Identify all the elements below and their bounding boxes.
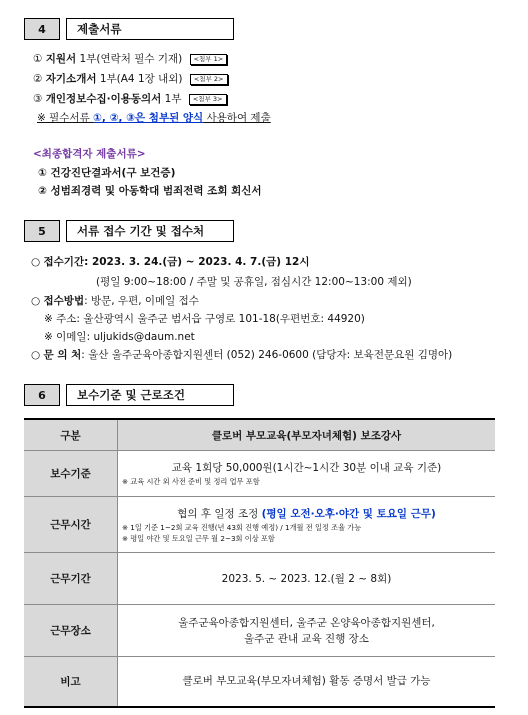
hours-main: 협의 후 일정 조정 (평일 오전·오후·야간 및 토요일 근무) [177,507,436,520]
section-title: 보수기준 및 근로조건 [66,384,234,406]
pay-note: ※ 교육 시간 외 사전 준비 및 정리 업무 포함 [122,477,260,486]
circle-bullet-icon: ○ [31,256,41,268]
row-label-hours: 근무시간 [24,497,118,553]
section-number: 4 [24,18,60,40]
period-note: (평일 9:00~18:00 / 주말 및 공휴일, 점심시간 12:00~13:00 제외) [96,276,412,288]
doc-name: 지원서 [45,53,77,65]
section-number: 6 [24,384,60,406]
section-title: 제출서류 [66,18,234,40]
inquiry-line: ○ 문 의 처: 울산 울주군육아종합지원센터 (052) 246-0600 (담당자: 보육전문요원 김명아) [31,349,453,361]
doc-item-1: ① 지원서 1부(연락처 필수 기재) <첨부 1> [33,51,227,66]
attachment-tag: <첨부 3> [189,94,227,105]
table-row [24,451,495,497]
place-line-1: 울주군육아종합지원센터, 울주군 온양육아종합지원센터, [178,616,435,629]
address-line: ※ 주소: 울산광역시 울주군 범서읍 구영로 101-18(우편번호: 44920) [44,313,365,325]
period-line: ○ 접수기간: 2023. 3. 24.(금) ~ 2023. 4. 7.(금) 12시 [31,256,310,268]
doc-item-2: ② 자기소개서 1부(A4 1장 내외) <첨부 2> [33,71,228,86]
row-label-pay: 보수기준 [24,451,118,497]
circle-bullet-icon: ○ [31,295,41,307]
row-label-place: 근무장소 [24,605,118,657]
remarks-value: 클로버 부모교육(부모자녀체험) 활동 증명서 발급 가능 [118,657,496,707]
required-docs-note: ※ 필수서류 ①, ②, ③은 첨부된 양식 사용하여 제출 [37,112,271,124]
doc-name: 자기소개서 [45,73,97,85]
header-category: 구분 [24,419,118,451]
method-line: ○ 접수방법: 방문, 우편, 이메일 접수 [31,295,199,307]
attachment-tag: <첨부 2> [190,74,228,85]
header-position: 클로버 부모교육(부모자녀체험) 보조강사 [118,419,496,451]
place-line-2: 울주군 관내 교육 진행 장소 [244,632,369,645]
attached-form-link[interactable]: ①, ②, ③은 첨부된 양식 [93,112,204,124]
table-row [24,657,495,707]
hours-note-1: ※ 1일 기준 1~2회 교육 진행(년 43회 진행 예정) / 1개월 전 일정 조율 가능 [122,522,362,532]
hours-note-2: ※ 평일 야간 및 토요일 근무 월 2~3회 이상 포함 [122,533,275,543]
row-label-period: 근무기간 [24,553,118,605]
final-doc-item-2: ② 성범죄경력 및 아동학대 범죄전력 조회 회신서 [38,185,262,197]
period-value: 2023. 5. ~ 2023. 12.(월 2 ~ 8회) [118,553,496,605]
table-row [24,605,495,657]
final-docs-heading: <최종합격자 제출서류> [33,148,146,160]
doc-name: 개인정보수집·이용동의서 [45,93,162,105]
row-label-remarks: 비고 [24,657,118,707]
doc-item-3: ③ 개인정보수집·이용동의서 1부 <첨부 3> [33,91,227,106]
section-5-header [24,220,234,242]
attachment-tag: <첨부 1> [190,54,228,65]
circle-bullet-icon: ○ [31,349,41,361]
section-number: 5 [24,220,60,242]
work-conditions-table [24,418,495,708]
final-doc-item-1: ① 건강진단결과서(구 보건증) [38,167,176,179]
section-title: 서류 접수 기간 및 접수처 [66,220,234,242]
table-row [24,497,495,553]
table-row [24,553,495,605]
email-line: ※ 이메일: uljukids@daum.net [44,331,195,343]
section-4-header [24,18,234,40]
section-6-header [24,384,234,406]
pay-main: 교육 1회당 50,000원(1시간~1시간 30분 이내 교육 기준) [171,462,442,474]
table-header-row [24,419,495,451]
